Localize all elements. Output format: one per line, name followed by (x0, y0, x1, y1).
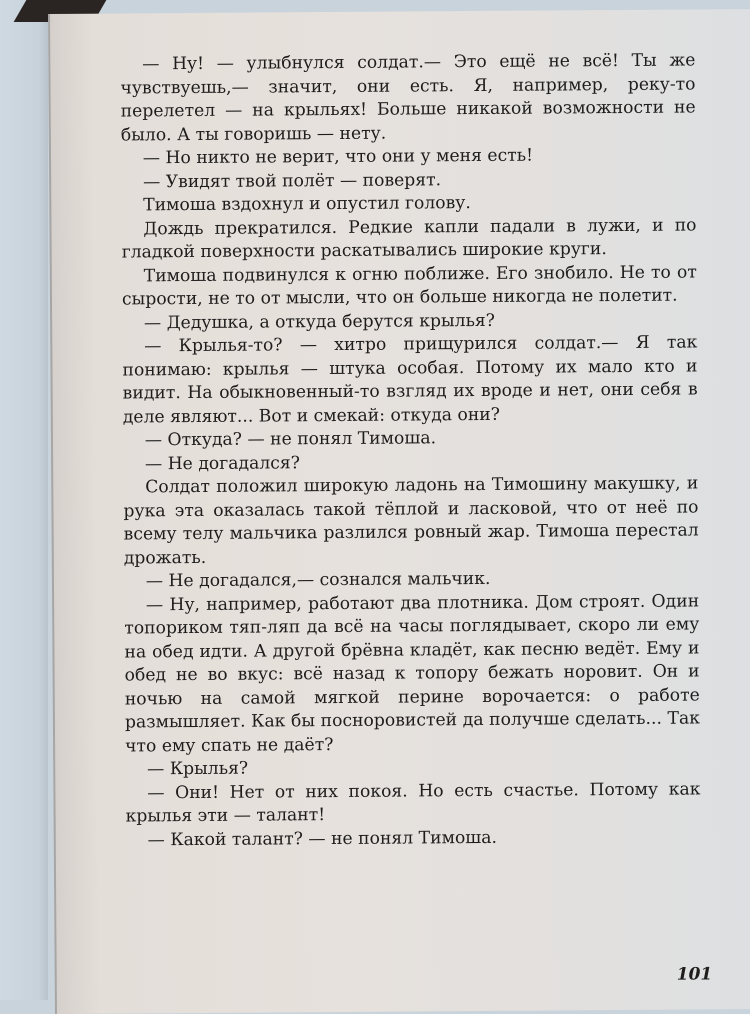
paragraph: Солдат положил широкую ладонь на Тимошину макушку, и рука эта оказалась такой тёплой и ласковой, что от неё по всему телу мальчика разлился ровный жар. Тимоша перестал дрожать. (123, 473, 699, 568)
paragraph: — Не догадался? (144, 452, 300, 474)
paragraph: Тимоша подвинулся к огню поближе. Его знобило. Не то от сырости, не то от мысли, что он больше никогда не полетит. (121, 261, 697, 310)
page-body-text (120, 49, 701, 852)
previous-page-edge (0, 0, 48, 1000)
paragraph: — Не догадался,— сознался мальчик. (145, 568, 491, 592)
paragraph: — Какой талант? — не понял Тимоша. (147, 827, 498, 850)
page-number: 101 (676, 964, 713, 985)
paragraph: — Ну, например, работают два плотника. Дом строят. Один топориком тяп-ляп да всё на часы поглядывает, скоро ли ему на обед идти. А другой брёвна кладёт, как песню ведёт. Ему и обед не во вкус: всё назад к топору бежать норовит. Он и ночью на самой мягкой перине ворочается: о работе размышляет. Как бы посноровистей да получше сделать... Так что ему спать не даёт? (124, 590, 701, 756)
paragraph: — Увидят твой полёт — поверят. (142, 169, 442, 192)
paragraph: Дождь прекратился. Редкие капли падали в лужи, и по гладкой поверхности раскатывались широкие круги. (121, 214, 697, 263)
paragraph: — Ну! — улыбнулся солдат.— Это ещё не всё! Ты же чувствуешь,— значит, они есть. Я, например, реку-то перелетел — на крыльях! Больше никакой возможности не было. А ты говоришь — нету. (120, 50, 696, 145)
paragraph: Тимоша вздохнул и опустил голову. (143, 193, 471, 216)
paragraph: — Они! Нет от них покоя. Но есть счастье. Потому как крылья эти — талант! (125, 778, 701, 827)
paragraph: — Но никто не верит, что они у меня есть! (142, 145, 534, 169)
paragraph: — Крылья-то? — хитро прищурился солдат.— Я так понимаю: крылья — штука особая. Потому их мало кто и видит. На обыкновенный-то взгляд их вроде и нет, они себя в деле являют... Вот и смекай: откуда они? (122, 332, 698, 427)
paragraph: — Дедушка, а откуда берутся крылья? (143, 310, 496, 333)
paragraph: — Откуда? — не понял Тимоша. (144, 428, 437, 451)
paragraph: — Крылья? (147, 758, 249, 780)
book-page (48, 9, 750, 1014)
